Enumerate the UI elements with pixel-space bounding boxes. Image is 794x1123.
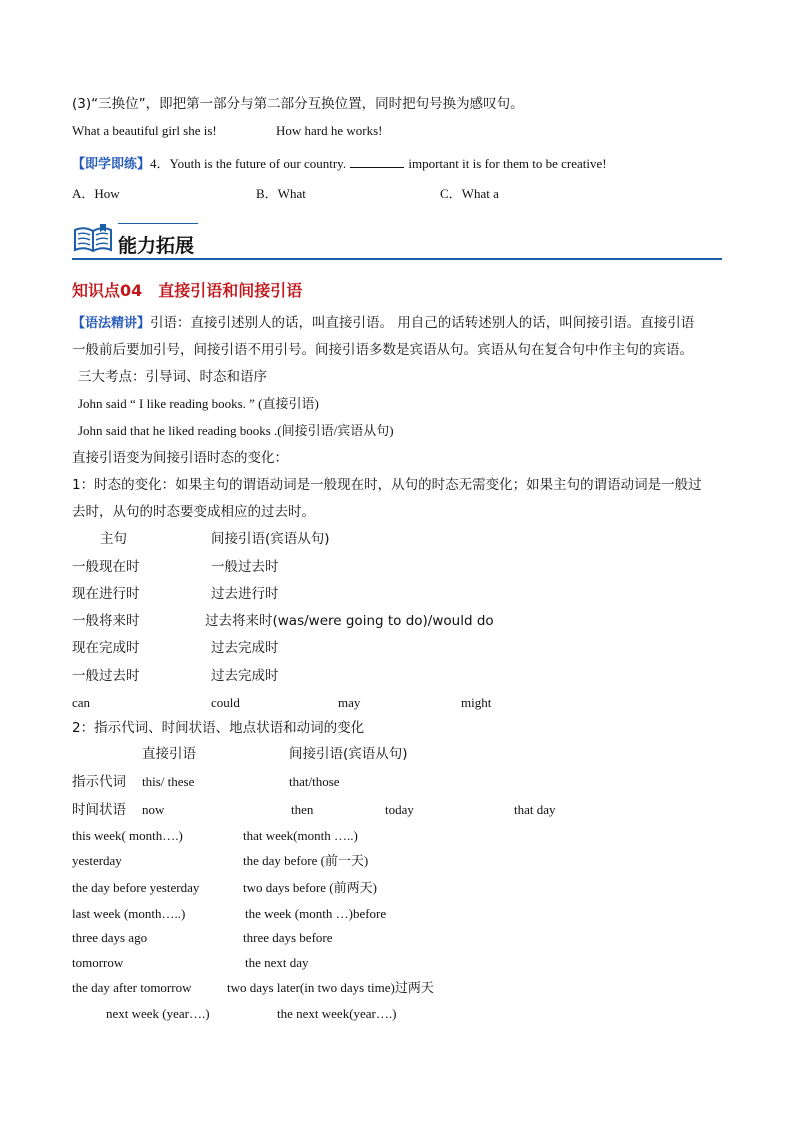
pair-direct: next week (year….) [106,1006,210,1021]
rule1-line-2: 去时，从句的时态要变成相应的过去时。 [72,504,315,520]
intro-line-1 [72,315,694,332]
demo-indirect: that/those [289,774,340,789]
section-rule [72,258,722,260]
time-item: now [142,802,165,817]
tense-row-right: 过去将来时(was/were going to do)/would do [205,613,494,629]
option-c[interactable]: C．What a [440,186,499,201]
pair-indirect: two days later(in two days time)过两天 [227,980,434,995]
tense-row-left: 一般过去时 [72,668,140,684]
pair-direct: three days ago [72,930,148,945]
rule2-head-direct: 直接引语 [142,746,196,762]
demo-label: 指示代词 [72,774,126,790]
time-item: today [385,802,414,817]
option-b[interactable]: B．What [256,186,306,201]
tense-row-left: 一般将来时 [72,613,140,629]
time-label: 时间状语 [72,802,126,818]
pair-direct: the day after tomorrow [72,980,192,995]
pair-indirect: two days before (前两天) [243,880,377,895]
example-what: What a beautiful girl she is! [72,123,217,138]
intro-text-1: 引语：直接引述别人的话，叫直接引语。 用自己的话转述别人的话，叫间接引语。直接引语 [150,315,695,331]
change-title: 直接引语变为间接引语时态的变化： [72,450,288,466]
pair-indirect: the next day [245,955,309,970]
intro-line-2: 一般前后要加引号，间接引语不用引号。间接引语多数是宾语从句。宾语从句在复合句中作主句的宾语。 [72,342,693,358]
point-3: (3)“三换位”，即把第一部分与第二部分互换位置，同时把句号换为感叹句。 [72,96,524,112]
rule2-title: 2：指示代词、时间状语、地点状语和动词的变化 [72,720,365,736]
tense-row-right: 过去完成时 [211,640,279,656]
section-title: 能力拓展 [118,235,195,257]
three-points: 三大考点：引导词、时态和语序 [78,369,267,385]
pair-indirect: the next week(year….) [277,1006,397,1021]
time-item: that day [514,802,556,817]
demo-direct: this/ these [142,774,195,789]
modal-can: can [72,695,91,710]
tense-row-right: 过去进行时 [211,586,279,602]
rule2-head-indirect: 间接引语(宾语从句) [289,746,408,762]
tense-row-right: 过去完成时 [211,668,279,684]
pair-indirect: that week(month …..) [243,828,358,843]
example-indirect: John said that he liked reading books .(间接引语/宾语从句) [78,423,394,438]
example-direct: John said “ I like reading books. ” (直接引语) [78,396,319,411]
answer-blank[interactable] [350,155,404,168]
option-a[interactable]: A．How [72,186,120,201]
knowledge-heading: 知识点04 直接引语和间接引语 [72,281,303,300]
pair-direct: this week( month….) [72,828,183,843]
tense-row-right: 一般过去时 [211,559,279,575]
pair-direct: yesterday [72,853,122,868]
tense-row-left: 现在进行时 [72,586,140,602]
tense-head-indirect: 间接引语(宾语从句) [211,531,330,547]
pair-direct: tomorrow [72,955,124,970]
time-item: then [291,802,314,817]
tense-head-main: 主句 [100,531,127,547]
pair-direct: last week (month…..) [72,906,186,921]
practice-question-post: important it is for them to be creative! [408,156,607,171]
example-how: How hard he works! [276,123,383,138]
practice-tag: 【即学即练】 [72,157,151,172]
rule1-line-1: 1：时态的变化：如果主句的谓语动词是一般现在时，从句的时态无需变化；如果主句的谓语动词是一般过 [72,477,702,493]
tense-row-left: 一般现在时 [72,559,140,575]
pair-indirect: the day before (前一天) [243,853,369,868]
modal-could: could [211,695,240,710]
pair-indirect: the week (month …)before [245,906,387,921]
modal-may: may [338,695,361,710]
tense-row-left: 现在完成时 [72,640,140,656]
practice-line [72,155,607,173]
pair-direct: the day before yesterday [72,880,200,895]
pair-indirect: three days before [243,930,333,945]
section-top-rule [118,223,198,224]
practice-question-pre: 4．Youth is the future of our country. [150,156,347,171]
modal-might: might [461,695,492,710]
open-book-icon [72,222,114,256]
grammar-tag: 【语法精讲】 [72,316,151,331]
